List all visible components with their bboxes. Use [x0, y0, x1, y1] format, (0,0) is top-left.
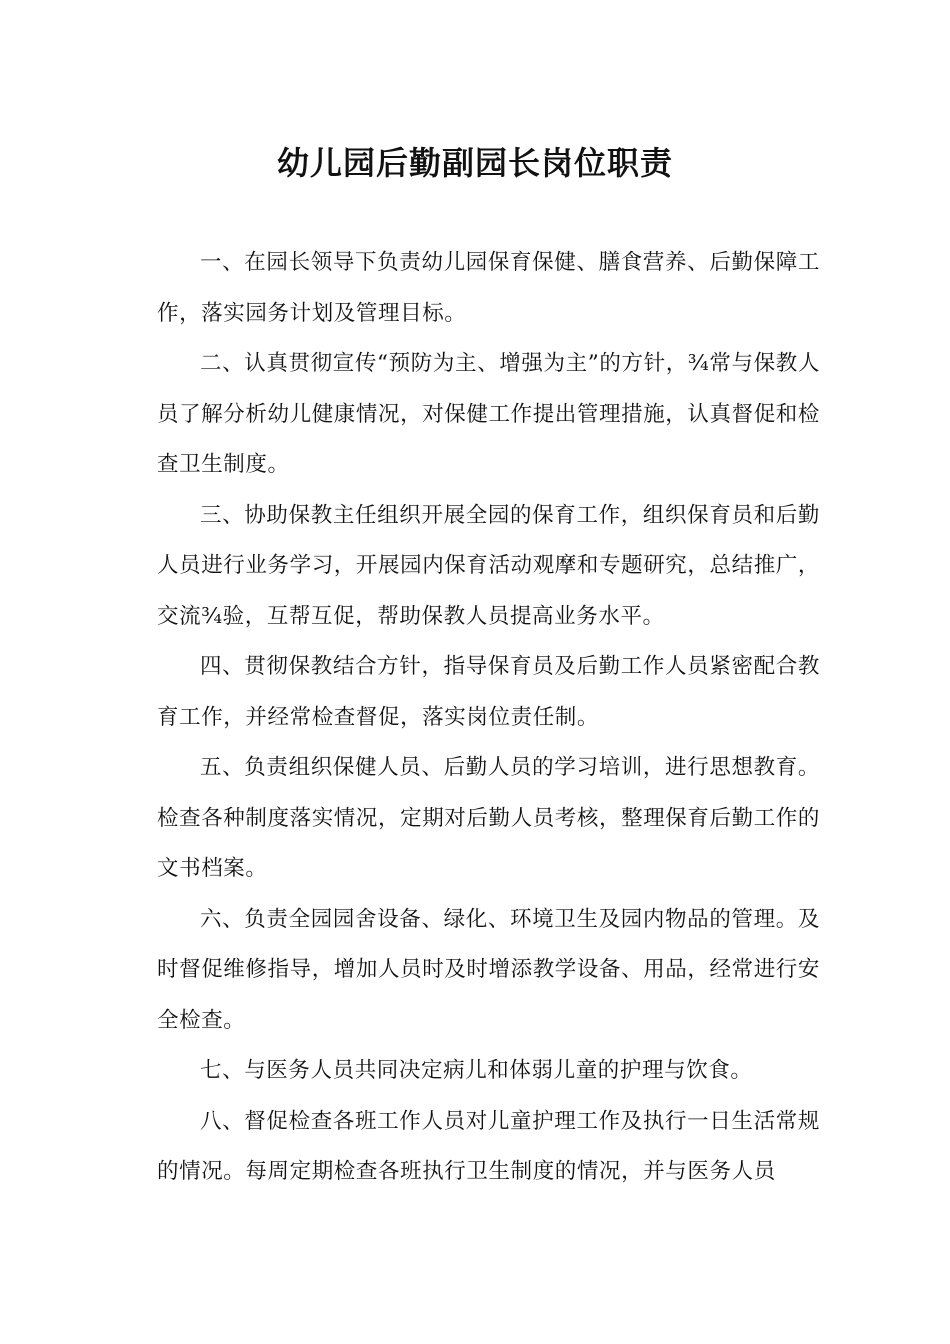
- document-title: 幼儿园后勤副园长岗位职责: [276, 144, 673, 182]
- paragraph-8: 八、督促检查各班工作人员对儿童护理工作及执行一日生活常规的情况。每周定期检查各班执行卫生制度的情况，并与医务人员: [157, 1108, 820, 1184]
- document-body: [157, 238, 820, 1198]
- paragraph-7: 七、与医务人员共同决定病儿和体弱儿童的护理与饮食。: [200, 1058, 753, 1083]
- paragraph-5: 五、负责组织保健人员、后勤人员的学习培训，进行思想教育。检查各种制度落实情况，定期对后勤人员考核，整理保育后勤工作的文书档案。: [157, 755, 821, 881]
- paragraph-3: 三、协助保教主任组织开展全园的保育工作，组织保育员和后勤人员进行业务学习，开展园内保育活动观摩和专题研究，总结推广，交流¾验，互帮互促，帮助保教人员提高业务水平。: [157, 502, 821, 629]
- paragraph-2: 二、认真贯彻宣传“预防为主、增强为主”的方针，¾常与保教人员了解分析幼儿健康情况，对保健工作提出管理措施，认真督促和检查卫生制度。: [157, 351, 821, 477]
- paragraph-6: 六、负责全园园舍设备、绿化、环境卫生及园内物品的管理。及时督促维修指导，增加人员时及时增添教学设备、用品，经常进行安全检查。: [157, 906, 821, 1033]
- paragraph-4: 四、贯彻保教结合方针，指导保育员及后勤工作人员紧密配合教育工作，并经常检查督促，落实岗位责任制。: [157, 654, 820, 730]
- paragraph-1: 一、在园长领导下负责幼儿园保育保健、膳食营养、后勤保障工作，落实园务计划及管理目标。: [157, 250, 820, 326]
